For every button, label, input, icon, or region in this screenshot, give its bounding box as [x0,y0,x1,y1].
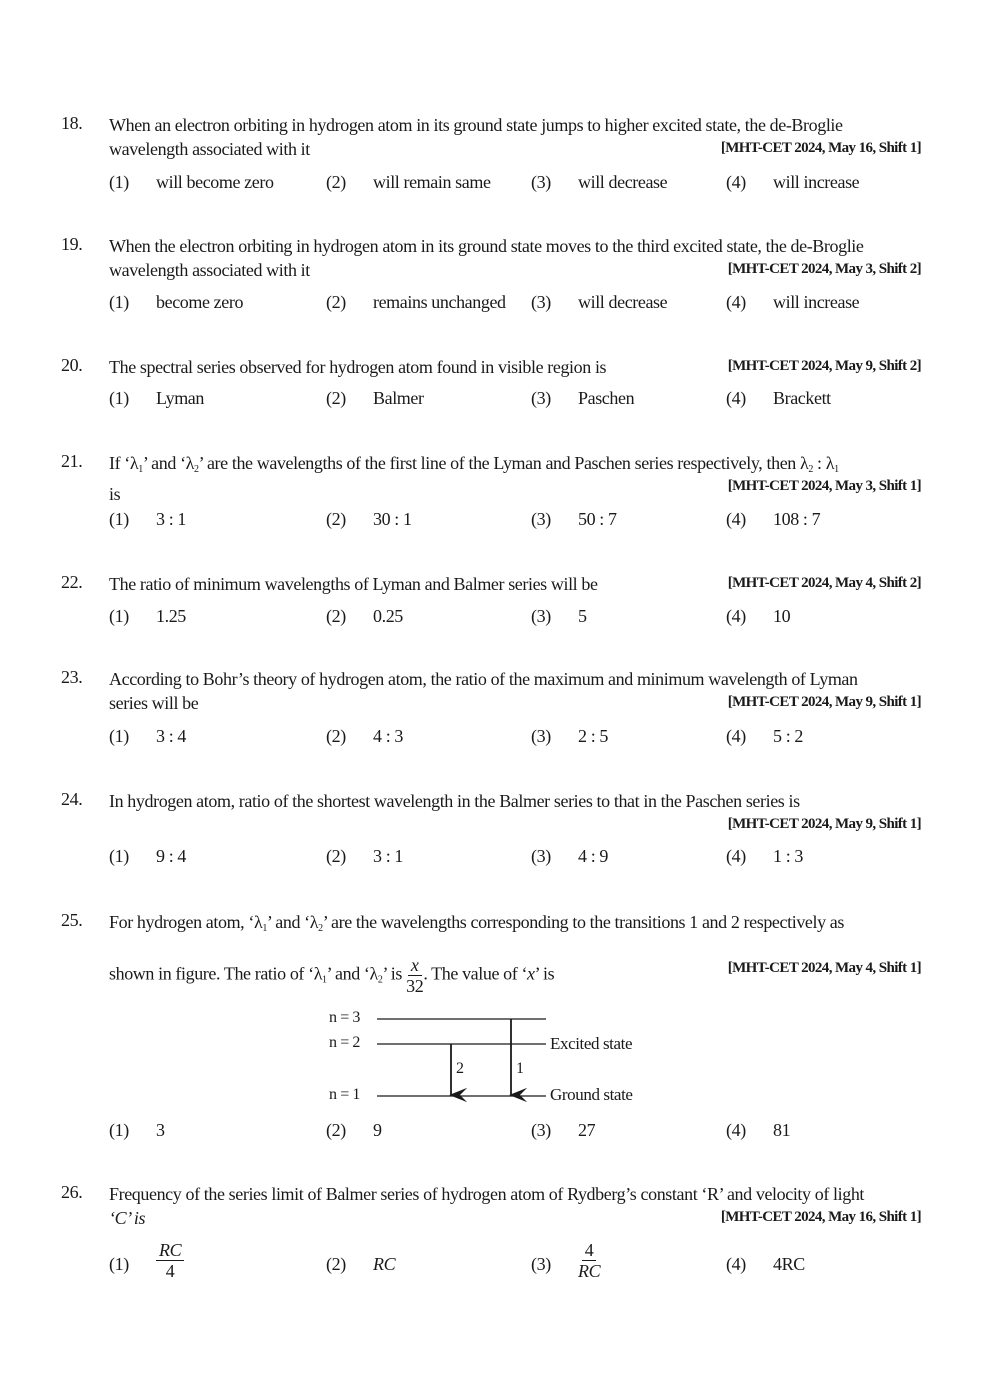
fraction: $\frac{RC}{4}$ [156,1240,184,1281]
source-tag: [MHT-CET 2024, May 9, Shift 1] [727,816,921,832]
question-number: 23. [61,667,83,687]
source-tag: [MHT-CET 2024, May 3, Shift 2] [727,261,921,277]
question-number: 18. [61,113,83,133]
question-text: The spectral series observed for hydrogen atom found in visible region is [109,357,607,377]
fraction: $\frac{4}{RC}$ [578,1240,601,1281]
source-tag: [MHT-CET 2024, May 16, Shift 1] [720,1209,921,1225]
question-text: If ‘$\lambda_1$’ and ‘$\lambda_2$’ are the wavelengths of the first line of the Lyman and Paschen series respectively, then $\lambda_2$ : $\lambda_1$ is [109,453,839,504]
question-text: Frequency of the series limit of Balmer series of hydrogen atom of Rydberg’s constant ‘R’ and velocity of light ‘C’ is [109,1184,865,1228]
transition-2-label: 2 [456,1060,464,1077]
fraction: $\frac{x}{32}$ [406,955,424,996]
question-text: For hydrogen atom, ‘$\lambda_1$’ and ‘$\lambda_2$’ are the wavelengths corresponding to the transitions 1 and 2 respectively as shown in figure. The ratio of ‘$\lambda_1$’ and ‘$\lambda_2$’ is $\frac{x}{32}$ . The value of ‘x’ is [109,912,845,996]
question-text: According to Bohr’s theory of hydrogen atom, the ratio of the maximum and minimum wavelength of Lyman series will be [109,669,858,713]
excited-state-label: Excited state [550,1034,633,1053]
question-text: In hydrogen atom, ratio of the shortest wavelength in the Balmer series to that in the Paschen series is [109,791,800,811]
source-tag: [MHT-CET 2024, May 9, Shift 2] [727,358,921,374]
question-text: When an electron orbiting in hydrogen atom in its ground state jumps to higher excited state, the de-Broglie wavelength associated with it [109,115,843,159]
ground-state-label: Ground state [550,1085,633,1104]
source-tag: [MHT-CET 2024, May 4, Shift 1] [727,960,921,976]
level-n1-label: n = 1 [329,1086,361,1103]
question-text: The ratio of minimum wavelengths of Lyman and Balmer series will be [109,574,598,594]
level-n3-label: n = 3 [329,1009,361,1026]
source-tag: [MHT-CET 2024, May 4, Shift 2] [727,575,921,591]
question-text: When the electron orbiting in hydrogen atom in its ground state moves to the third excited state, the de-Broglie wavelength associated with it [109,236,864,280]
source-tag: [MHT-CET 2024, May 16, Shift 1] [720,140,921,156]
question-number: 20. [61,355,83,375]
level-n2-label: n = 2 [329,1034,361,1051]
question-number: 22. [61,572,83,592]
source-tag: [MHT-CET 2024, May 3, Shift 1] [727,478,921,494]
question-number: 19. [61,234,83,254]
transition-1-label: 1 [516,1060,524,1077]
question-number: 25. [61,910,83,930]
question-number: 21. [61,451,83,471]
source-tag: [MHT-CET 2024, May 9, Shift 1] [727,694,921,710]
question-number: 26. [61,1182,83,1202]
question-number: 24. [61,789,83,809]
energy-level-diagram [300,1005,680,1115]
